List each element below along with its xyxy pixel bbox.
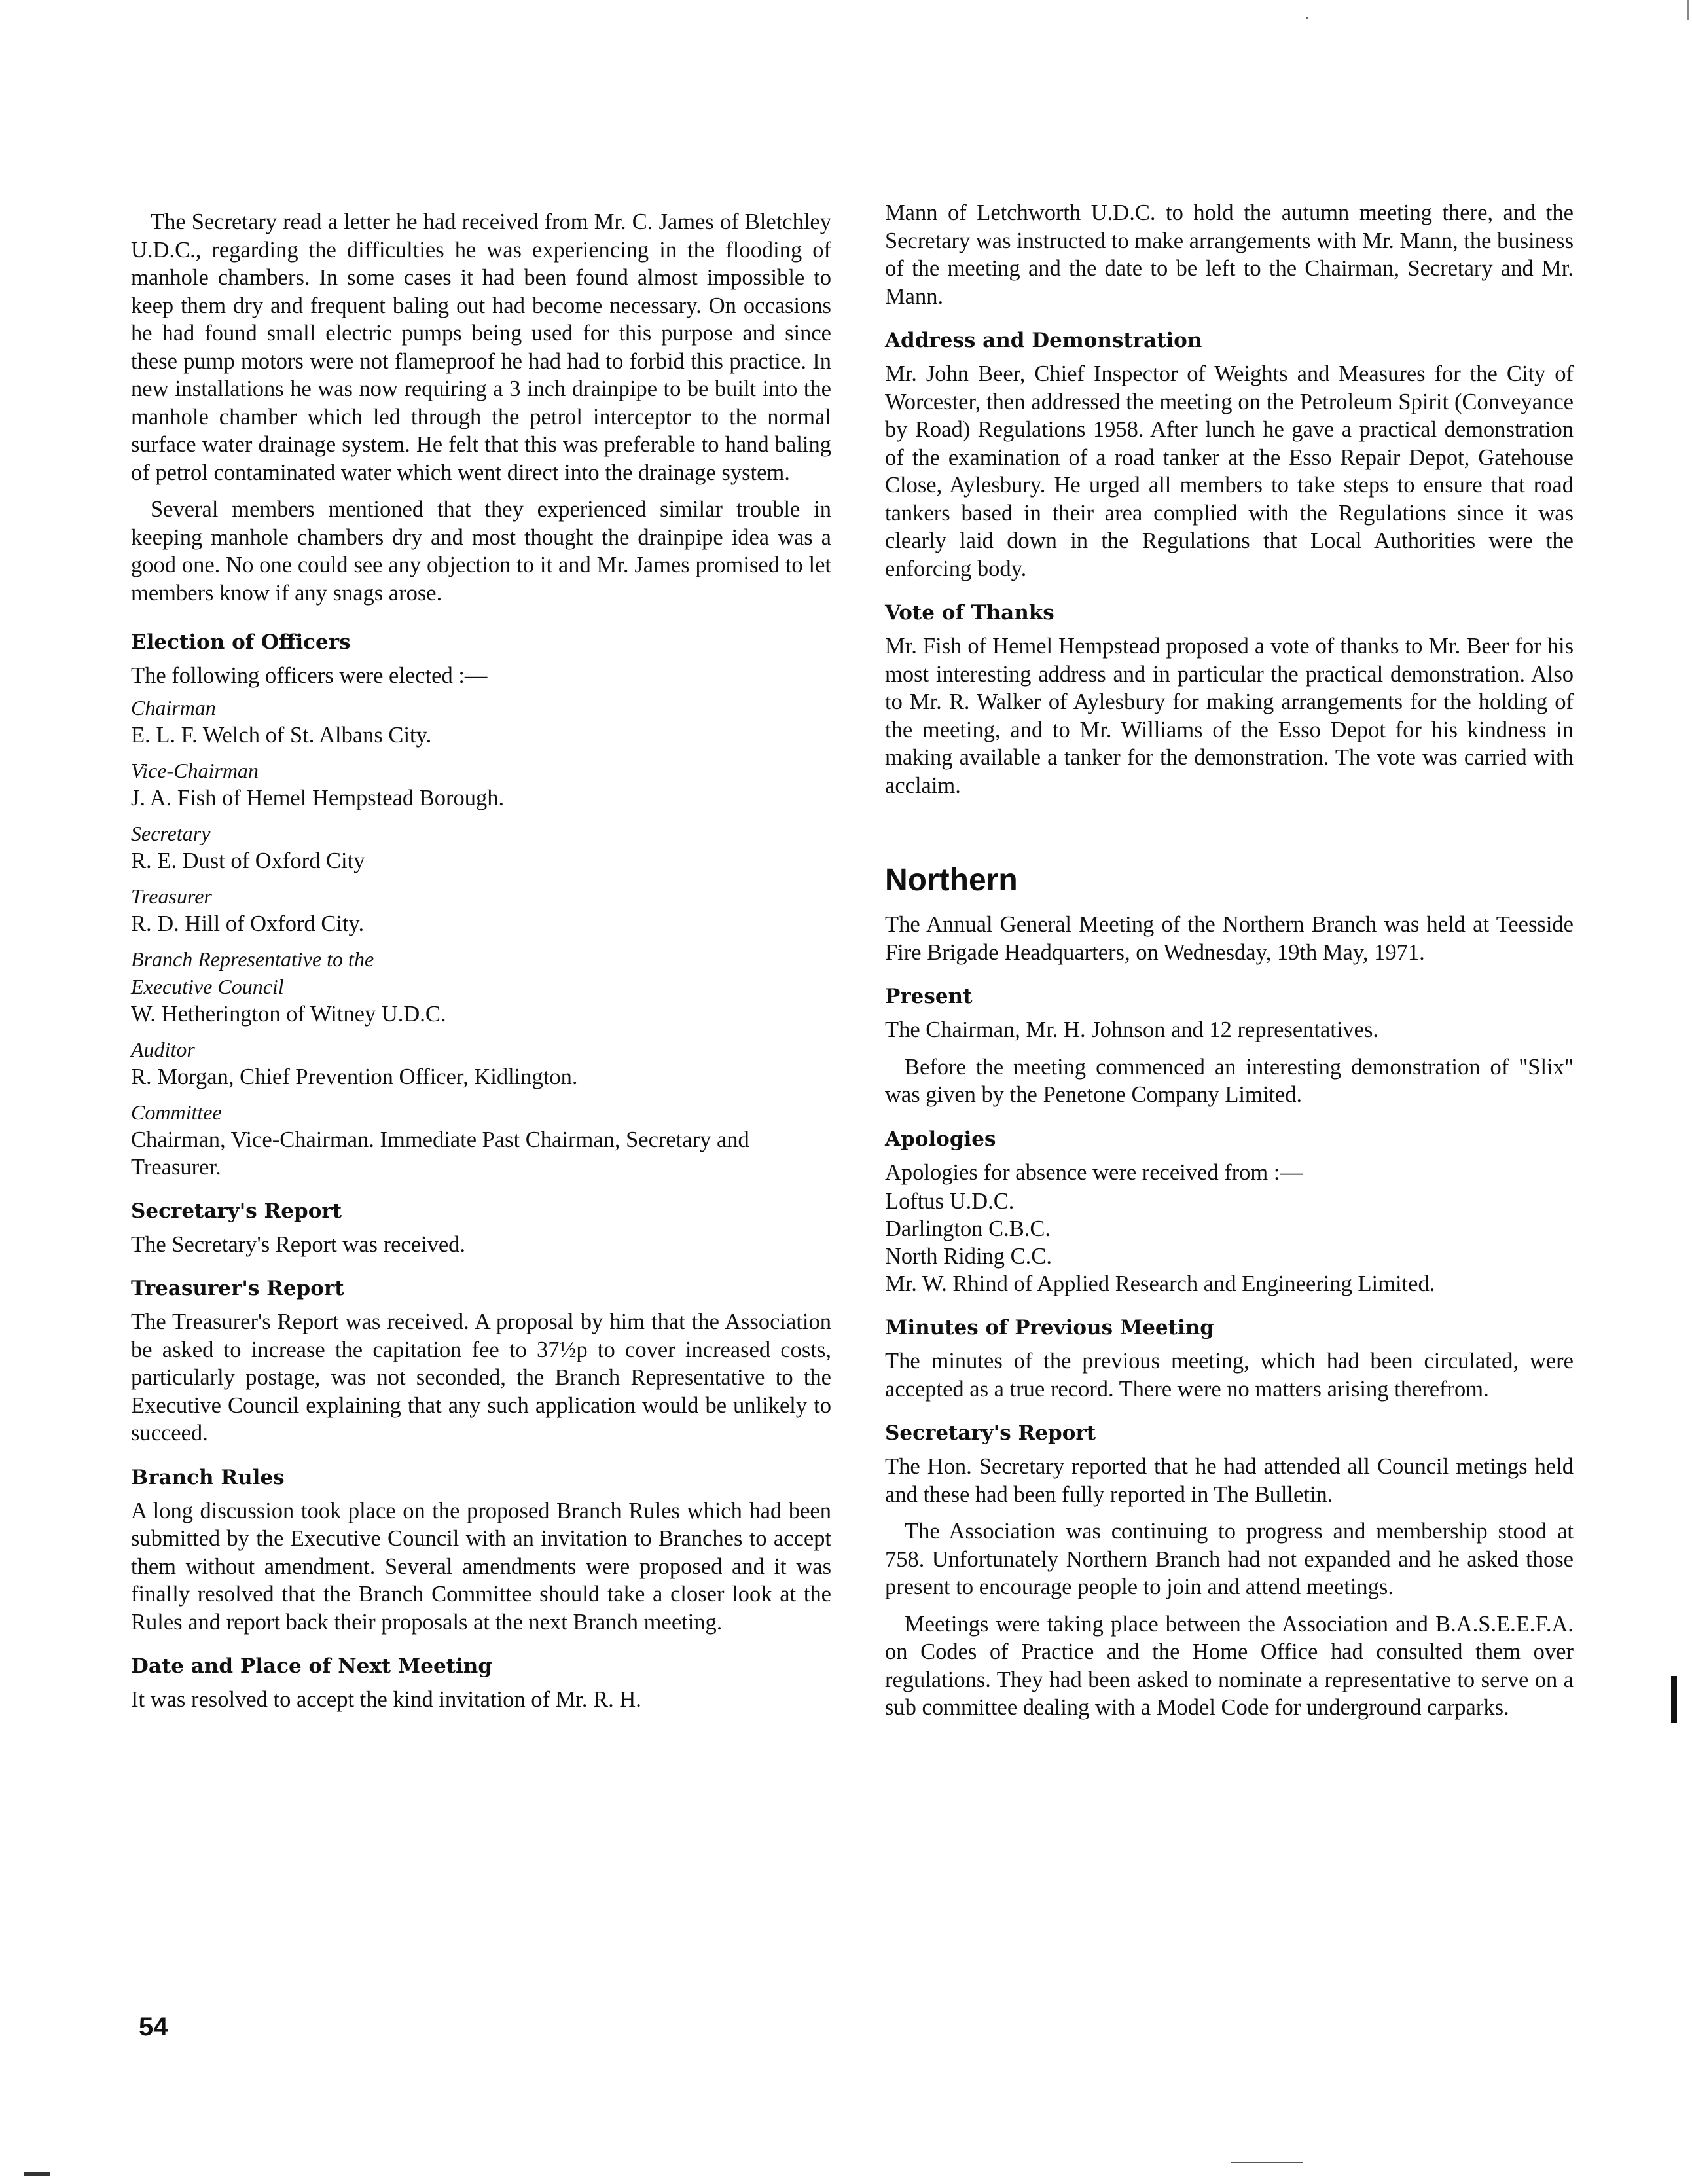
heading-apologies: Apologies — [885, 1127, 996, 1151]
address-text: Mr. John Beer, Chief Inspector of Weights and Measures for the City of Worcester, then addressed the meeting on the Petroleum Spirit (Conveyance by Road) Regulations 1958. After lunch he gave a practical demonstration of the examination of a road tanker at the Esso Repair Depot, Gatehouse Close, Aylesbury. He urged all members to take steps to ensure that road tankers based in their area complied with the Regulations since it was clearly laid down in the Regulations that Local Authorities were the enforcing body. — [885, 361, 1574, 581]
apologies-list — [885, 1188, 1574, 1298]
officer-role: Auditor — [131, 1037, 195, 1061]
heading-secretarys-report: Secretary's Report — [131, 1199, 342, 1223]
officer-name: W. Hetherington of Witney U.D.C. — [131, 1001, 446, 1027]
heading-secretarys-report-northern: Secretary's Report — [885, 1421, 1096, 1445]
officer-name: E. L. F. Welch of St. Albans City. — [131, 722, 432, 748]
apologies-intro: Apologies for absence were received from :— — [885, 1159, 1303, 1185]
vote-of-thanks-text: Mr. Fish of Hemel Hempstead proposed a vote of thanks to Mr. Beer for his most interesting address and in particular the practical demonstration. Also to Mr. R. Walker of Aylesbury for making arrangements for the holding of the meeting, and to Mr. Williams of the Esso Depot for his kindness in making available a tanker for the demonstration. The vote was carried with acclaim. — [885, 634, 1574, 798]
officer-role: Branch Representative to the — [131, 947, 374, 971]
officers-list — [131, 694, 831, 1181]
election-intro: The following officers were elected :— — [131, 663, 488, 688]
heading-treasurers-report: Treasurer's Report — [131, 1277, 344, 1300]
officer-role-continued: Executive Council — [131, 974, 284, 998]
apology-item: Loftus U.D.C. — [885, 1189, 1015, 1214]
officer-role: Treasurer — [131, 884, 212, 908]
heading-election-of-officers: Election of Officers — [131, 630, 351, 654]
right-column — [885, 199, 1574, 1722]
paragraph-letter: The Secretary read a letter he had received from Mr. C. James of Bletchley U.D.C., regarding the difficulties he was experiencing in the flooding of manhole chambers. In some cases it had been found almost impossible to keep them dry and frequent baling out had become necessary. On occasions he had found small electric pumps being used for this purpose and since these pump motors were not flameproof he had had to forbid this practice. In new installations he was now requiring a 3 inch drainpipe to be built into the manhole chamber which led through the petrol interceptor to the normal surface water drainage system. He felt that this was preferable to hand baling of petrol contaminated water which went direct into the drainage system. — [131, 209, 831, 485]
officer-role: Vice-Chairman — [131, 758, 259, 782]
secretarys-report-p3: Meetings were taking place between the Association and B.A.S.E.E.F.A. on Codes of Practice and the Home Office had consulted them over regulations. They had been asked to nominate a representative to serve on a sub committee dealing with a Model Code for underground carparks. — [885, 1611, 1574, 1720]
present-text: The Chairman, Mr. H. Johnson and 12 representatives. — [885, 1017, 1379, 1042]
branch-rules-text: A long discussion took place on the proposed Branch Rules which had been submitted by the Executive Council with an invitation to Branches to accept them without amendment. Several amendments were proposed and it was finally resolved that the Branch Committee should take a closer look at the Rules and report back their proposals at the next Branch meeting. — [131, 1498, 831, 1635]
heading-next-meeting: Date and Place of Next Meeting — [131, 1654, 492, 1678]
secretarys-report-p2: The Association was continuing to progress and membership stood at 758. Unfortunately Northern Branch had not expanded and he asked those present to encourage people to join and attend meetings. — [885, 1519, 1574, 1599]
apology-item: North Riding C.C. — [885, 1244, 1052, 1269]
secretarys-report-p1: The Hon. Secretary reported that he had attended all Council metings held and these had been fully reported in The Bulletin. — [885, 1454, 1574, 1507]
minutes-text: The minutes of the previous meeting, which had been circulated, were accepted as a true record. There were no matters arising therefrom. — [885, 1349, 1574, 1402]
apology-item: Mr. W. Rhind of Applied Research and Engineering Limited. — [885, 1271, 1435, 1296]
officer-role: Chairman — [131, 695, 216, 719]
scan-bottom-line — [1231, 2162, 1303, 2163]
officer-role: Secretary — [131, 821, 211, 845]
officer-role: Committee — [131, 1100, 222, 1124]
heading-minutes-previous-meeting: Minutes of Previous Meeting — [885, 1316, 1214, 1339]
northern-intro: The Annual General Meeting of the Northern Branch was held at Teesside Fire Brigade Headquarters, on Wednesday, 19th May, 1971. — [885, 912, 1574, 965]
officer-name: Chairman, Vice-Chairman. Immediate Past Chairman, Secretary and Treasurer. — [131, 1127, 749, 1180]
heading-present: Present — [885, 985, 973, 1008]
secretarys-report-text: The Secretary's Report was received. — [131, 1231, 466, 1257]
left-column — [131, 208, 831, 1714]
scan-bottom-mark — [24, 2172, 50, 2176]
officer-name: R. Morgan, Chief Prevention Officer, Kidlington. — [131, 1064, 578, 1089]
next-meeting-continued: Mann of Letchworth U.D.C. to hold the autumn meeting there, and the Secretary was instructed to make arrangements with Mr. Mann, the business of the meeting and the date to be left to the Chairman, Secretary and Mr. Mann. — [885, 200, 1574, 309]
scan-edge-line — [1687, 0, 1689, 20]
officer-name: J. A. Fish of Hemel Hempstead Borough. — [131, 785, 505, 810]
paragraph-members: Several members mentioned that they experienced similar trouble in keeping manhole chambers dry and most thought the drainpipe idea was a good one. No one could see any objection to it and Mr. James promised to let members know if any snags arose. — [131, 497, 831, 606]
next-meeting-text: It was resolved to accept the kind invitation of Mr. R. H. — [131, 1687, 641, 1712]
officer-name: R. D. Hill of Oxford City. — [131, 911, 365, 936]
apology-item: Darlington C.B.C. — [885, 1216, 1051, 1241]
scan-margin-mark — [1671, 1676, 1677, 1723]
treasurers-report-text: The Treasurer's Report was received. A proposal by him that the Association be asked to increase the capitation fee to 37½p to cover increased costs, particularly postage, was not seconded, the Branch Representative to the Executive Council explaining that any such application would be unlikely to succeed. — [131, 1309, 831, 1446]
heading-vote-of-thanks: Vote of Thanks — [885, 601, 1054, 625]
heading-branch-rules: Branch Rules — [131, 1465, 285, 1489]
heading-address-demonstration: Address and Demonstration — [885, 329, 1202, 352]
page-number: 54 — [139, 2012, 168, 2041]
demonstration-text: Before the meeting commenced an interesting demonstration of "Slix" was given by the Penetone Company Limited. — [885, 1054, 1574, 1107]
scan-speck — [1306, 17, 1308, 19]
section-heading-northern: Northern — [885, 863, 1018, 898]
officer-name: R. E. Dust of Oxford City — [131, 848, 365, 873]
